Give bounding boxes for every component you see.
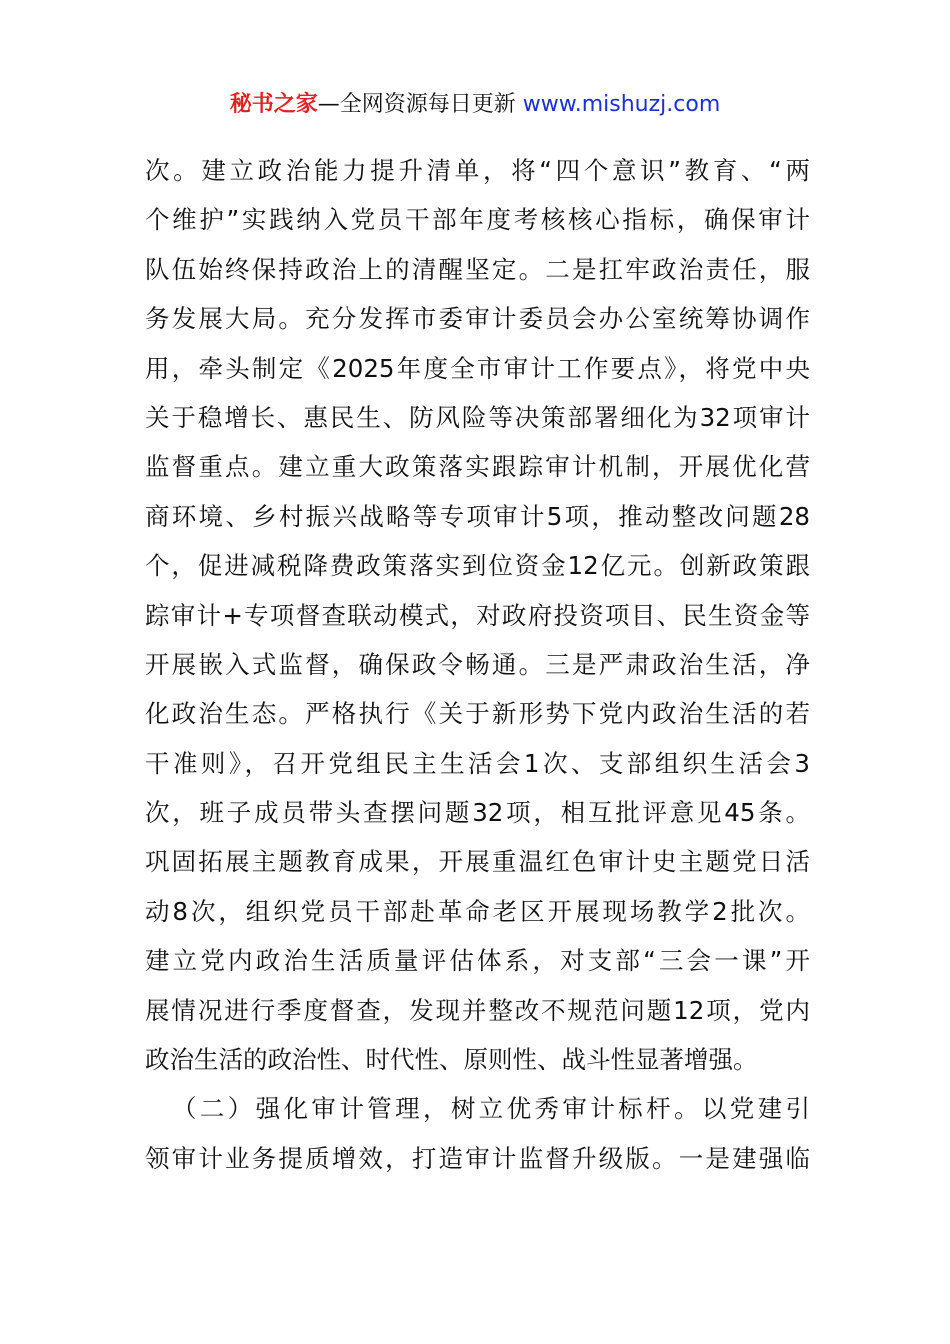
text-line: 个维护”实践纳入党员干部年度考核核心指标，确保审计 xyxy=(145,205,810,235)
text-line: 次，班子成员带头查摆问题32项，相互批评意见45条。 xyxy=(145,798,810,828)
text-line: 建立党内政治生活质量评估体系，对支部“三会一课”开 xyxy=(145,946,810,976)
text-line: 动8次，组织党员干部赴革命老区开展现场教学2批次。 xyxy=(145,896,810,926)
text-line: 务发展大局。充分发挥市委审计委员会办公室统筹协调作 xyxy=(145,304,810,334)
text-line: 监督重点。建立重大政策落实跟踪审计机制，开展优化营 xyxy=(145,452,810,482)
brand-name: 秘书之家 xyxy=(229,92,318,117)
site-header xyxy=(0,88,950,122)
document-body xyxy=(145,146,810,1183)
text-line: 展情况进行季度督查，发现并整改不规范问题12项，党内 xyxy=(145,995,810,1025)
text-line: 开展嵌入式监督，确保政令畅通。三是严肃政治生活，净 xyxy=(145,649,810,679)
paragraph-end-line: 政治生活的政治性、时代性、原则性、战斗性显著增强。 xyxy=(145,1045,758,1075)
text-line: 用，牵头制定《2025年度全市审计工作要点》，将党中央 xyxy=(145,353,810,383)
site-url-link[interactable]: www.mishuzj.com xyxy=(522,92,721,117)
text-line: 干准则》，召开党组民主生活会1次、支部组织生活会3 xyxy=(145,748,810,778)
text-line: 队伍始终保持政治上的清醒坚定。二是扛牢政治责任，服 xyxy=(145,254,810,284)
text-line: 次。建立政治能力提升清单，将“四个意识”教育、“两 xyxy=(145,156,810,185)
text-line: 巩固拓展主题教育成果，开展重温红色审计史主题党日活 xyxy=(145,847,810,877)
text-line: 领审计业务提质增效，打造审计监督升级版。一是建强临 xyxy=(145,1143,810,1173)
text-line: 商环境、乡村振兴战略等专项审计5项，推动整改问题28 xyxy=(145,501,810,531)
header-tagline: —全网资源每日更新 xyxy=(317,92,516,117)
text-line: 个，促进减税降费政策落实到位资金12亿元。创新政策跟 xyxy=(145,551,810,581)
section-heading-line: （二）强化审计管理，树立优秀审计标杆。以党建引 xyxy=(172,1094,810,1124)
text-line: 关于稳增长、惠民生、防风险等决策部署细化为32项审计 xyxy=(145,402,810,432)
text-line: 踪审计+专项督查联动模式，对政府投资项目、民生资金等 xyxy=(145,600,810,630)
text-line: 化政治生态。严格执行《关于新形势下党内政治生活的若 xyxy=(145,699,810,729)
